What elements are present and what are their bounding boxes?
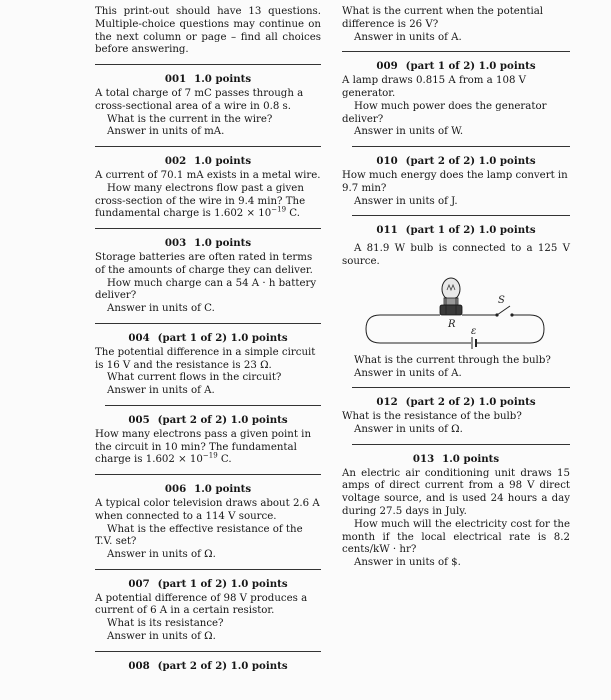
divider (105, 405, 321, 406)
question-prompt: What is the current through the bulb? (354, 354, 551, 366)
question-header (95, 660, 321, 673)
divider (352, 215, 570, 216)
question-points: 1.0 points (194, 237, 252, 250)
divider (95, 146, 321, 147)
divider (352, 387, 570, 388)
question-number: 006 (164, 483, 187, 496)
answer-units: Answer in units of mA. (107, 126, 225, 138)
question-header (342, 453, 570, 466)
question-part: (part 1 of 2) (157, 331, 228, 344)
question-prompt: What is the effective resistance of the T.V. set? (95, 523, 303, 548)
question-002 (95, 155, 321, 221)
question-part: (part 2 of 2) (157, 659, 228, 672)
question-part: (part 2 of 2) (405, 396, 476, 409)
question-points: 1.0 points (194, 73, 252, 86)
answer-units: Answer in units of J. (354, 195, 458, 207)
question-prompt (95, 183, 321, 221)
question-number: 003 (164, 237, 187, 250)
switch-icon (495, 306, 513, 317)
answer-units: Answer in units of A. (107, 385, 215, 397)
question-008-header (95, 660, 321, 673)
question-number: 002 (164, 155, 187, 168)
unit-text: C. (286, 208, 300, 220)
question-prompt: How much will the electricity cost for the month if the local electrical rate is 8.2 cents/kW · hr? (342, 518, 570, 556)
question-012 (342, 396, 570, 436)
exponent: −19 (202, 451, 218, 460)
question-004 (95, 332, 321, 398)
answer-units: Answer in units of C. (107, 303, 215, 315)
prompt-text: How many electrons pass a given point in the circuit in 10 min? The fundamental charge is 1.602 × 10 (95, 428, 312, 466)
question-prompt: How much charge can a 54 A · h battery deliver? (95, 277, 317, 302)
question-013 (342, 453, 570, 570)
question-text: How much energy does the lamp convert in 9.7 min? (342, 169, 568, 194)
right-column (342, 6, 570, 570)
question-010 (342, 155, 570, 208)
question-text: A total charge of 7 mC passes through a cross-sectional area of a wire in 0.8 s. (95, 87, 304, 112)
question-points: 1.0 points (230, 659, 288, 672)
question-part: (part 2 of 2) (405, 155, 476, 168)
question-header (342, 155, 570, 168)
question-text: A current of 70.1 mA exists in a metal wire. (95, 169, 321, 181)
resistor-label: R (448, 318, 456, 330)
circuit-diagram (360, 275, 550, 351)
question-003 (95, 237, 321, 316)
question-points: 1.0 points (194, 483, 252, 496)
question-header (95, 332, 321, 345)
question-prompt: What is the current in the wire? (107, 113, 273, 125)
question-header (342, 396, 570, 409)
question-part: (part 1 of 2) (405, 224, 476, 237)
question-points: 1.0 points (478, 60, 536, 73)
question-points: 1.0 points (230, 331, 288, 344)
prompt-text: How many electrons flow past a given cross-section of the wire in 9.4 min? The fundamental charge is 1.602 × 10 (95, 182, 306, 220)
question-text (95, 429, 321, 467)
question-text: A typical color television draws about 2.6 A when connected to a 114 V source. (95, 497, 320, 522)
question-number: 012 (376, 396, 398, 409)
question-points: 1.0 points (478, 396, 536, 409)
question-header (95, 414, 321, 427)
intro-text: This print-out should have 13 questions. Multiple-choice questions may continue on the next column or page – find all choices before answering. (95, 6, 321, 56)
question-points: 1.0 points (230, 577, 288, 590)
question-008-body (342, 6, 570, 44)
divider (95, 64, 321, 65)
question-text: An electric air conditioning unit draws 15 amps of direct current from a 98 V direct voltage source, and is used 24 hours a day during 27.5 days in July. (342, 467, 570, 517)
answer-units: Answer in units of $. (354, 557, 461, 569)
divider (95, 323, 321, 324)
question-number: 011 (376, 224, 398, 237)
answer-units: Answer in units of Ω. (107, 549, 216, 561)
question-header (95, 155, 321, 168)
divider (352, 444, 570, 445)
divider (95, 228, 321, 229)
question-005 (95, 414, 321, 467)
question-number: 004 (128, 331, 150, 344)
question-011 (342, 224, 570, 380)
question-006 (95, 483, 321, 562)
question-points: 1.0 points (478, 224, 536, 237)
question-number: 009 (376, 60, 398, 73)
answer-units: Answer in units of Ω. (354, 423, 463, 435)
question-prompt: How much power does the generator deliver? (342, 100, 547, 125)
left-column (95, 6, 321, 675)
unit-text: C. (217, 454, 232, 466)
light-bulb-icon (440, 278, 462, 315)
question-prompt: What current flows in the circuit? (107, 372, 282, 384)
question-number: 010 (376, 155, 398, 168)
question-number: 008 (128, 659, 150, 672)
answer-units: Answer in units of A. (354, 31, 462, 43)
question-text: A 81.9 W bulb is connected to a 125 V source. (342, 243, 570, 267)
switch-label: S (498, 294, 505, 306)
question-007 (95, 578, 321, 644)
divider (95, 569, 321, 570)
question-header (342, 60, 570, 73)
question-number: 001 (164, 73, 187, 86)
answer-units: Answer in units of Ω. (107, 631, 216, 643)
question-text: A potential difference of 98 V produces a current of 6 A in a certain resistor. (95, 592, 308, 617)
question-text: Storage batteries are often rated in terms of the amounts of charge they can deliver. (95, 251, 313, 276)
question-text: A lamp draws 0.815 A from a 108 V generator. (342, 75, 527, 99)
divider (95, 474, 321, 475)
question-009 (342, 60, 570, 139)
question-points: 1.0 points (194, 155, 252, 168)
question-header (95, 73, 321, 86)
question-number: 007 (128, 577, 150, 590)
question-points: 1.0 points (442, 452, 500, 465)
question-part: (part 1 of 2) (405, 60, 476, 73)
question-part: (part 2 of 2) (157, 413, 228, 426)
question-prompt: What is its resistance? (107, 618, 224, 630)
exponent: −19 (271, 205, 287, 214)
question-text: What is the resistance of the bulb? (342, 411, 522, 423)
answer-units: Answer in units of A. (354, 367, 462, 379)
question-text: What is the current when the potential difference is 26 V? (342, 6, 544, 30)
divider (352, 146, 570, 147)
emf-label: ε (471, 325, 477, 337)
question-header (95, 237, 321, 250)
battery-icon (472, 337, 476, 349)
question-points: 1.0 points (230, 413, 288, 426)
question-number: 005 (128, 413, 150, 426)
question-points: 1.0 points (478, 155, 536, 168)
answer-units: Answer in units of W. (354, 126, 464, 138)
question-header (95, 483, 321, 496)
question-number: 013 (412, 452, 435, 465)
question-part: (part 1 of 2) (157, 577, 228, 590)
question-header (342, 224, 570, 237)
question-header (95, 578, 321, 591)
question-text: The potential difference in a simple circuit is 16 V and the resistance is 23 Ω. (95, 346, 316, 371)
question-001 (95, 73, 321, 139)
divider (342, 51, 570, 52)
divider (95, 651, 321, 652)
